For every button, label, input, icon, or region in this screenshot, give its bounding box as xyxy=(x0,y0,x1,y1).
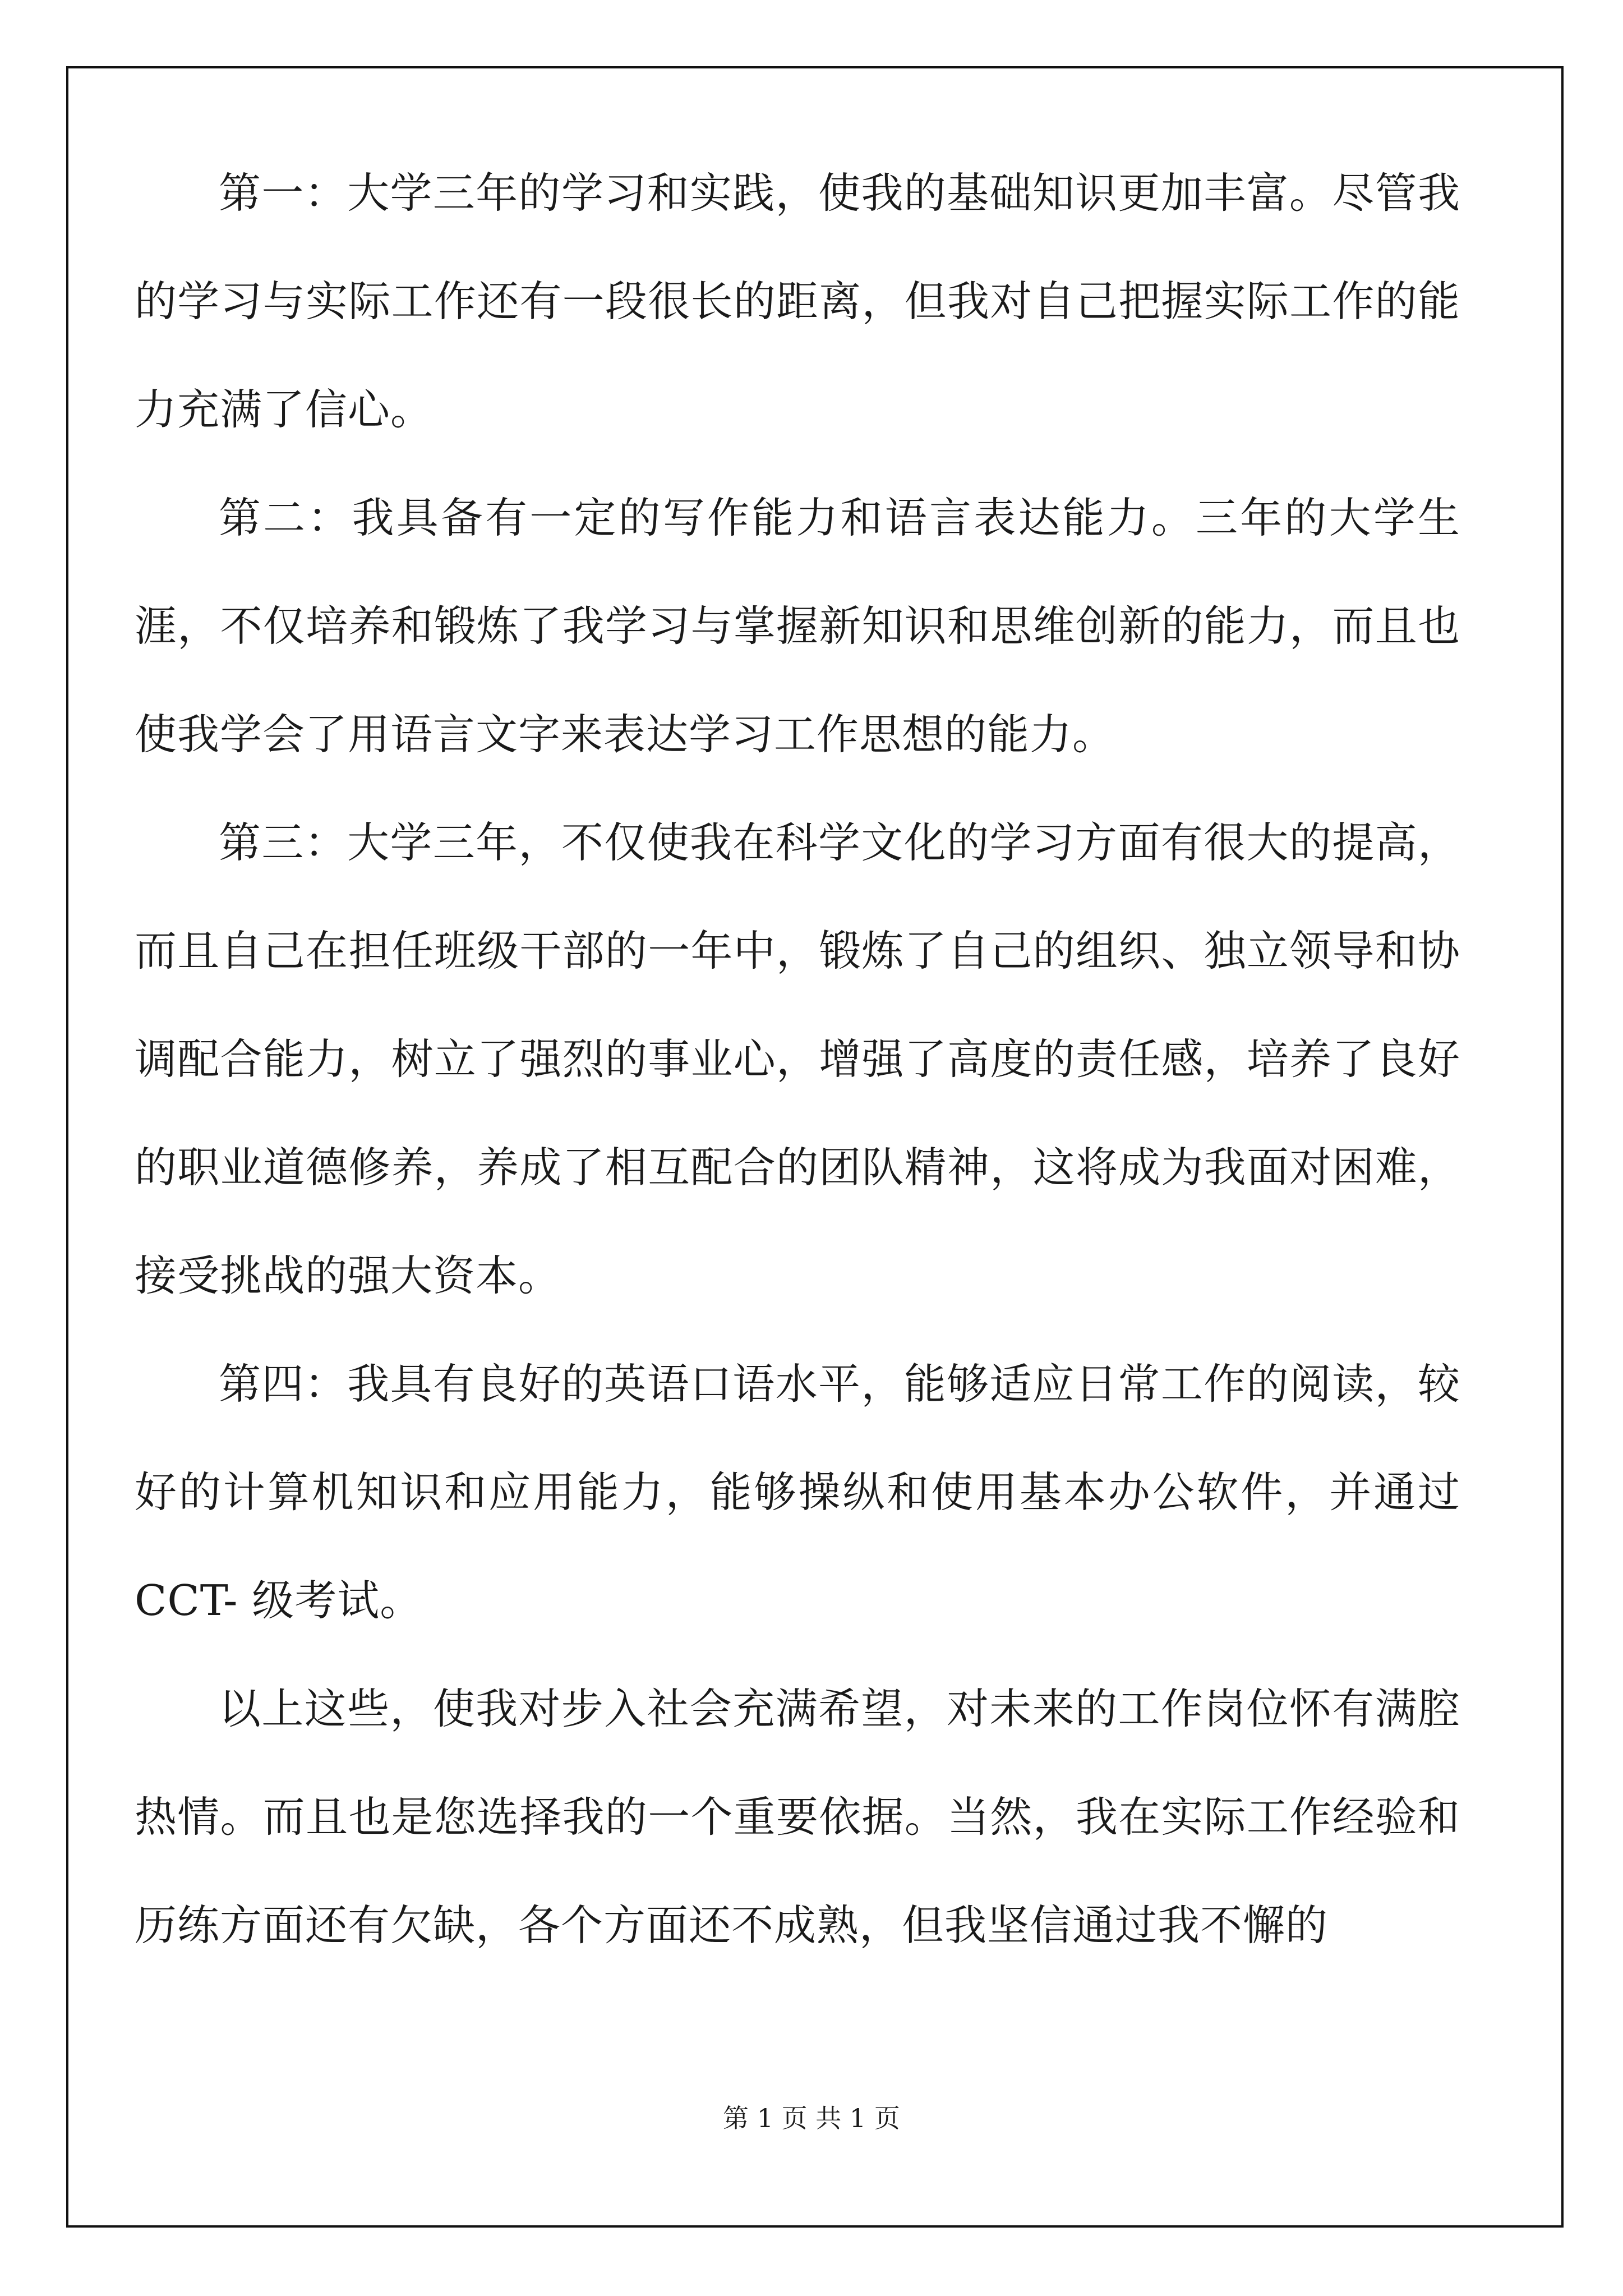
page-number-footer: 第 1 页 共 1 页 xyxy=(723,2103,900,2133)
paragraph-1: 第一：大学三年的学习和实践，使我的基础知识更加丰富。尽管我的学习与实际工作还有一段很长的距离，但我对自己把握实际工作的能力充满了信心。 xyxy=(135,168,1460,434)
paragraph-4: 第四：我具有良好的英语口语水平，能够适应日常工作的阅读，较好的计算机知识和应用能力，能够操纵和使用基本办公软件，并通过 CCT- 级考试。 xyxy=(135,1359,1460,1625)
document-body xyxy=(135,139,1460,1980)
paragraph-5: 以上这些，使我对步入社会充满希望，对未来的工作岗位怀有满腔热情。而且也是您选择我的一个重要依据。当然，我在实际工作经验和历练方面还有欠缺，各个方面还不成熟，但我坚信通过我不懈的 xyxy=(135,1684,1460,1950)
paragraph-3: 第三：大学三年，不仅使我在科学文化的学习方面有很大的提高，而且自己在担任班级干部的一年中，锻炼了自己的组织、独立领导和协调配合能力，树立了强烈的事业心，增强了高度的责任感，培养了良好的职业道德修养，养成了相互配合的团队精神，这将成为我面对困难，接受挑战的强大资本。 xyxy=(135,818,1460,1300)
paragraph-2: 第二：我具备有一定的写作能力和语言表达能力。三年的大学生涯，不仅培养和锻炼了我学习与掌握新知识和思维创新的能力，而且也使我学会了用语言文字来表达学习工作思想的能力。 xyxy=(135,493,1460,759)
